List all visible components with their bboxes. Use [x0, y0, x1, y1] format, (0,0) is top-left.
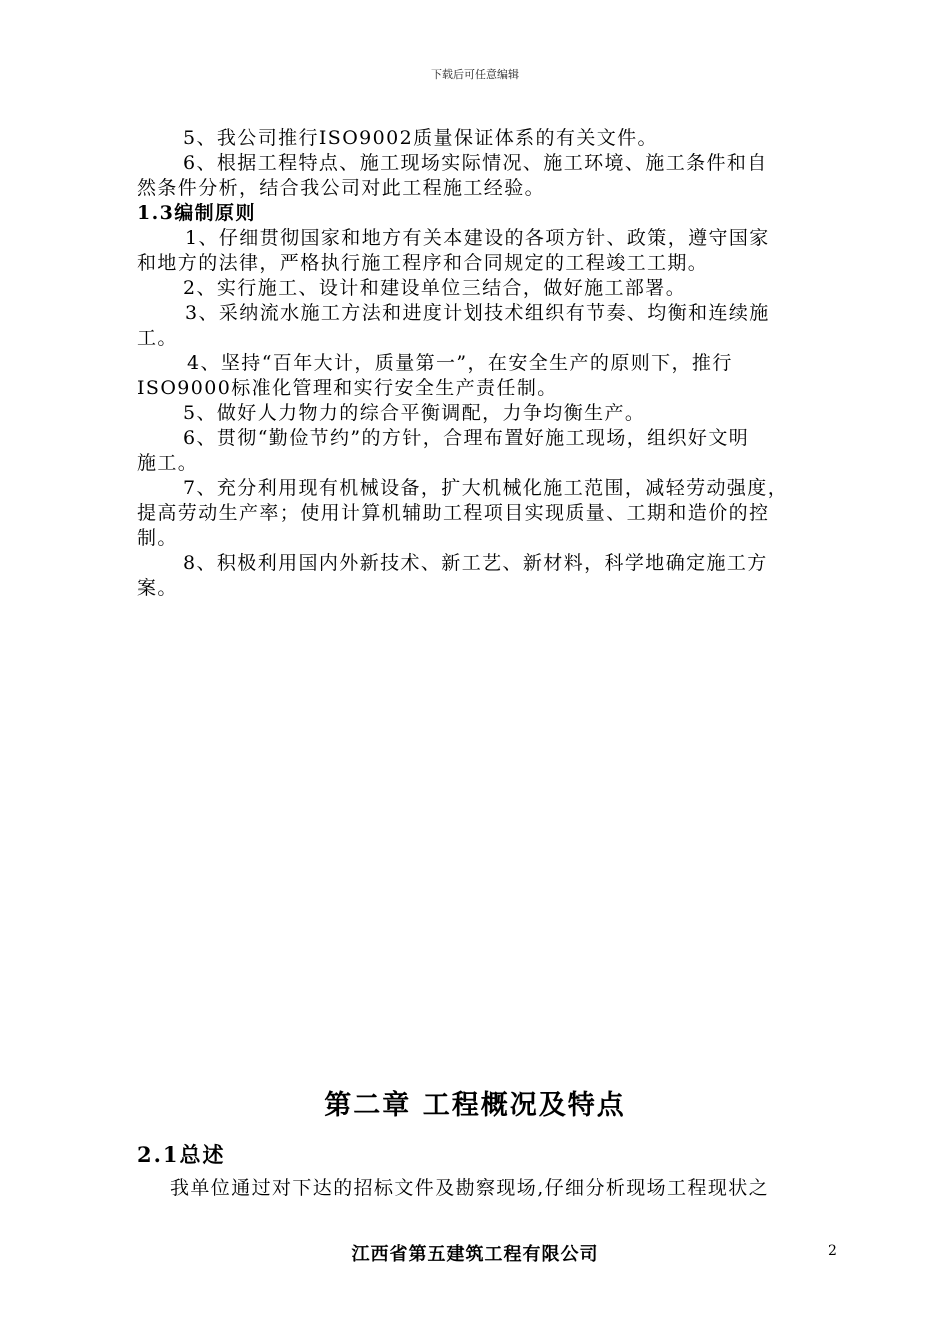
body-line-16: 提高劳动生产率；使用计算机辅助工程项目实现质量、工期和造价的控	[137, 502, 770, 524]
body-line-11: ISO9000标准化管理和实行安全生产责任制。	[137, 377, 558, 399]
body-line-6: 和地方的法律，严格执行施工程序和合同规定的工程竣工工期。	[137, 252, 709, 274]
body-line-8: 3、采纳流水施工方法和进度计划技术组织有节奏、均衡和连续施	[185, 302, 770, 324]
body-line-5: 1、仔细贯彻国家和地方有关本建设的各项方针、政策，遵守国家	[185, 227, 770, 249]
footer-company: 江西省第五建筑工程有限公司	[351, 1244, 599, 1265]
body-line-19: 案。	[137, 577, 178, 599]
body-line-14: 施工。	[137, 452, 199, 474]
body-line-10: 4、坚持“百年大计，质量第一”，在安全生产的原则下，推行	[187, 352, 733, 374]
section-heading-2-1: 2.1总述	[137, 1142, 226, 1167]
body-line-9: 工。	[137, 327, 178, 349]
body-line-1: 5、我公司推行ISO9002质量保证体系的有关文件。	[183, 127, 658, 149]
body-line-7: 2、实行施工、设计和建设单位三结合，做好施工部署。	[183, 277, 687, 299]
page-number: 2	[828, 1243, 837, 1259]
body-line-18: 8、积极利用国内外新技术、新工艺、新材料，科学地确定施工方	[183, 552, 768, 574]
body-line-2: 6、根据工程特点、施工现场实际情况、施工环境、施工条件和自	[183, 152, 768, 174]
body-line-13: 6、贯彻“勤俭节约”的方针，合理布置好施工现场，组织好文明	[183, 427, 750, 449]
body-line-3: 然条件分析，结合我公司对此工程施工经验。	[137, 177, 546, 199]
section-heading-1-3: 1.3编制原则	[137, 202, 256, 224]
header-note: 下载后可任意编辑	[431, 68, 519, 81]
body-line-17: 制。	[137, 527, 178, 549]
body-line-15: 7、充分利用现有机械设备，扩大机械化施工范围，减轻劳动强度，	[183, 477, 789, 499]
body-line-12: 5、做好人力物力的综合平衡调配，力争均衡生产。	[183, 402, 646, 424]
section-paragraph: 我单位通过对下达的招标文件及勘察现场,仔细分析现场工程现状之	[170, 1177, 770, 1199]
chapter-title: 第二章 工程概况及特点	[324, 1090, 626, 1121]
